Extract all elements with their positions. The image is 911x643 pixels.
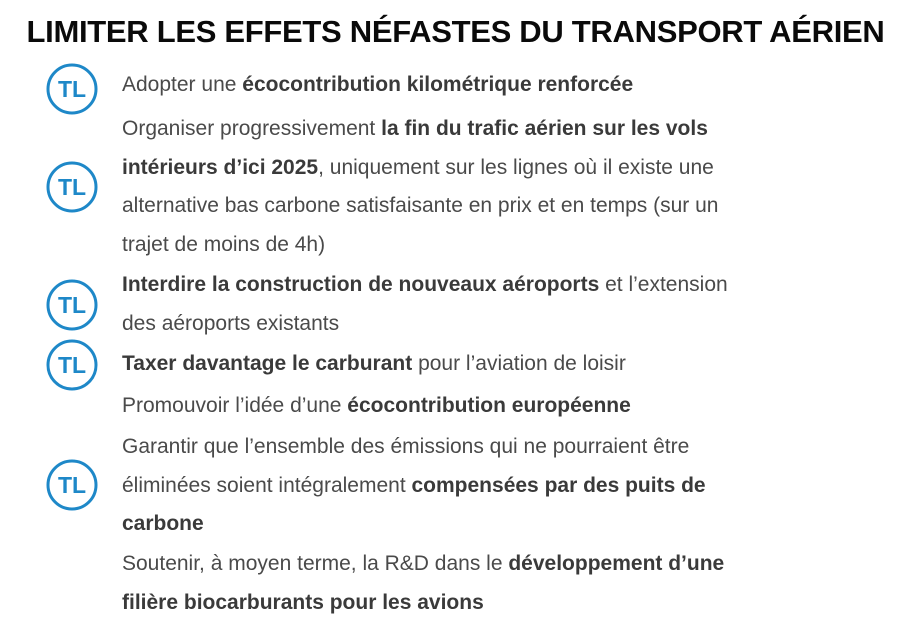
- measure-item: Soutenir, à moyen terme, la R&D dans le développement d’une filière biocarburants pour les avions: [122, 552, 725, 614]
- tl-badge-icon: [46, 459, 98, 511]
- tl-badge-icon: [46, 279, 98, 331]
- page-title: LIMITER LES EFFETS NÉFASTES DU TRANSPORT AÉRIEN: [26, 14, 885, 49]
- measure-item: Taxer davantage le carburant pour l’aviation de loisir: [122, 352, 626, 375]
- measure-item: Organiser progressivement la fin du trafic aérien sur les vols intérieurs d’ici 2025, uniquement sur les lignes où il existe une alternative bas carbone satisfaisante en prix et en temps (sur un trajet de moins de 4h): [122, 117, 719, 256]
- badge-label: TL: [57, 472, 87, 498]
- measure-item: Promouvoir l’idée d’une écocontribution européenne: [122, 394, 631, 417]
- badge-label: TL: [57, 352, 87, 378]
- badge-label: TL: [57, 174, 87, 200]
- tl-badge-icon: [46, 63, 98, 115]
- badge-label: TL: [57, 76, 87, 102]
- measure-item: Garantir que l’ensemble des émissions qui ne pourraient être éliminées soient intégralement compensées par des puits de carbone: [122, 435, 706, 535]
- tl-badge-icon: [46, 339, 98, 391]
- badge-label: TL: [57, 292, 87, 318]
- measure-item: Interdire la construction de nouveaux aéroports et l’extension des aéroports existants: [122, 273, 728, 335]
- tl-badge-icon: [46, 161, 98, 213]
- measure-item: Adopter une écocontribution kilométrique renforcée: [122, 73, 634, 96]
